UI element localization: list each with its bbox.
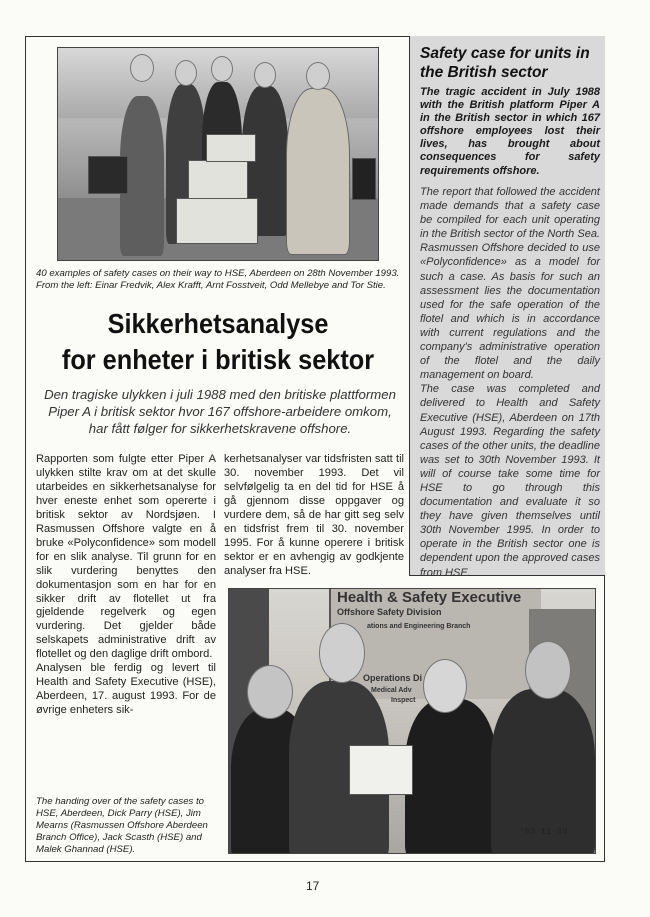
photo-safety-cases-transport: [57, 47, 379, 261]
headline-line-1: Sikkerhetsanalyse: [107, 308, 329, 339]
photo-handover: [228, 588, 596, 854]
photo1-caption: 40 examples of safety cases on their way to HSE, Aberdeen on 28th November 1993. From the left: Einar Fredvik, Alex Krafft, Arnt Fosstveit, Odd Mellebye and Tor Stie.: [36, 268, 400, 291]
photo2-caption: The handing over of the safety cases to HSE, Aberdeen, Dick Parry (HSE), Jim Mearns (Rasmussen Offshore Aberdeen Branch Office), Jack Scasth (HSE) and Malek Ghannad (HSE).: [36, 796, 208, 855]
sidebar-paragraph-1: The report that followed the accident made demands that a safety case be compiled for each unit operating in the British sector of the North Sea. Rasmussen Offshore decided to use «Polyconfidence» as a model for such a case. As basis for such an assessment lies the documentation used for the safe operation of the flotel and which is in accordance with current regulations and the company's administrative operation of the flotel and the daily management on board.: [420, 186, 600, 382]
lead-paragraph: Den tragiske ulykken i juli 1988 med den britiske plattformen Piper A i britisk sektor hvor 167 offshore-arbeidere omkom, har fått følger for sikkerhetskravene offshore.: [44, 387, 396, 436]
sign-text-1: Health & Safety Executive: [337, 589, 522, 606]
page-number: 17: [306, 879, 320, 893]
sidebar-lead: The tragic accident in July 1988 with the British platform Piper A in the British sector in which 167 offshore employees lost their lives, has brought about consequences for safety requirements offshore.: [420, 86, 600, 177]
sign-text-5: Medical Adv: [371, 687, 412, 694]
sidebar-paragraph-2: The case was completed and delivered to Health and Safety Executive (HSE), Aberdeen on 17th August 1993. Regarding the safety cases of the other units, the deadline was set to 30th November 1993. It will of course take some time for HSE to go through this documentation and evaluate it so they have given themselves until 30th November 1995. In order to operate in the British sector one is dependent upon the approved cases from HSE.: [420, 383, 600, 579]
sign-text-4: Operations Di: [363, 673, 423, 683]
sidebar-english-summary: [409, 36, 605, 579]
sign-text-3: ations and Engineering Branch: [367, 623, 471, 630]
body-paragraph-2: Analysen ble ferdig og levert til Health and Safety Executive (HSE), Aberdeen, 17. august 1993. For de øvrige enheters sik-: [36, 662, 216, 717]
body-column-1: [36, 453, 216, 718]
body-paragraph-1: Rapporten som fulgte etter Piper A ulykken stilte krav om at det skulle utarbeides en sikkerhetsanalyse for hver eneste enhet som opererte i britisk sektor av Nordsjøen. I Rasmussen Offshore valgte en å bruke «Polyconfidence» som modell for en slik analyse. Til grunn for en slik vurdering benyttes den dokumentasjon som en har for en sikker drift av flotellet ut fra gjeldende regelverk og egen vurdering. Det gjelder både selskapets administrative drift av flotellet og den daglige drift ombord.: [36, 453, 216, 661]
sign-text-6: Inspect: [391, 697, 416, 704]
body-paragraph-3: kerhetsanalyser var tidsfristen satt til 30. november 1993. Det vil selvfølgelig ta en del tid for HSE å gå gjennom disse oppgaver og vurdere dem, så de har gitt seg selv en tidsfrist frem til 30. november 1995. For å kunne operere i britisk sektor er en avhengig av godkjente analyser fra HSE.: [224, 453, 404, 577]
headline: [43, 306, 393, 378]
body-column-2: [224, 453, 404, 579]
sidebar-body: [420, 185, 600, 580]
sign-text-2: Offshore Safety Division: [337, 607, 442, 617]
headline-line-2: for enheter i britisk sektor: [61, 344, 375, 375]
date-stamp: '93 11 30: [519, 827, 568, 837]
sidebar-title: Safety case for units in the British sector: [420, 45, 590, 81]
